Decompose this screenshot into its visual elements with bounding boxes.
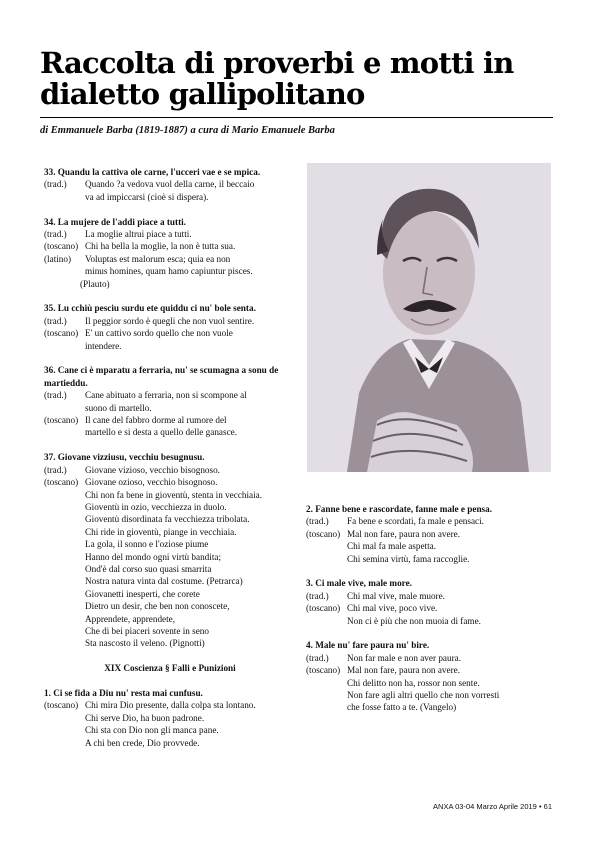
verse-line: Giovanetti inesperti, che corete xyxy=(85,588,200,599)
verse-line: Chi serve Dio, ha buon padrone. xyxy=(85,712,205,723)
page-footer: ANXA 03-04 Marzo Aprile 2019 • 61 xyxy=(433,802,552,811)
tag-label: (toscano) xyxy=(306,528,341,539)
translation-text: Giovane ozioso, vecchio bisognoso. xyxy=(85,477,218,488)
translation-text: Fa bene e scordati, fa male e pensaci. xyxy=(347,516,484,527)
verse-line: Dietro un desir, che ben non conoscete, xyxy=(85,601,230,612)
translation-text: minus homines, quam hamo capiuntur pisces. xyxy=(85,266,253,277)
tag-label: (trad.) xyxy=(44,179,67,190)
proverb-36 xyxy=(44,364,296,438)
proverb-heading: 33. Quandu la cattiva ole carne, l'ucceri vae e se mpica. xyxy=(44,167,261,177)
translation-row xyxy=(44,315,296,327)
verse-line: Chi non fa bene in gioventù, stenta in vecchiaia. xyxy=(85,489,263,500)
proverb-4 xyxy=(306,639,556,713)
verse-line: Apprendete, apprendete, xyxy=(85,613,176,624)
title-rule xyxy=(40,117,553,118)
tag-label: (toscano) xyxy=(44,700,79,711)
translation-text: Il peggior sordo è quegli che non vuol sentire. xyxy=(85,315,255,326)
translation-text: suono di martello. xyxy=(85,402,152,413)
tag-label: (trad.) xyxy=(44,315,67,326)
right-column xyxy=(306,503,556,726)
proverb-2 xyxy=(306,503,556,565)
translation-text: Chi mal vive, poco vive. xyxy=(347,603,438,614)
proverb-34 xyxy=(44,216,296,290)
translation-text: La moglie altrui piace a tutti. xyxy=(85,229,192,240)
proverb-heading: 4. Male nu' fare paura nu' bire. xyxy=(306,640,430,651)
translation-row xyxy=(306,602,556,614)
proverb-heading: 2. Fanne bene e rascordate, fanne male e pensa. xyxy=(306,504,493,514)
translation-row xyxy=(306,528,556,540)
verse-line: Sta nascosto il veleno. (Pignotti) xyxy=(85,638,205,649)
verse-line: Gioventù in ozio, vecchiezza in duolo. xyxy=(85,501,227,512)
proverb-35 xyxy=(44,302,296,352)
tag-label: (toscano) xyxy=(44,328,79,339)
tag-label: (trad.) xyxy=(44,390,67,401)
left-column xyxy=(44,166,296,761)
article-title: Raccolta di proverbi e motti in dialetto gallipolitano xyxy=(40,46,514,111)
translation-row xyxy=(44,240,296,252)
translation-text: Quando ?a vedova vuol della carne, il beccaio xyxy=(85,179,255,190)
translation-row xyxy=(44,699,296,711)
proverb-37 xyxy=(44,451,296,650)
verse-line: Chi ride in gioventù, piange in vecchiaia. xyxy=(85,526,237,537)
translation-text: Chi mira Dio presente, dalla colpa sta lontano. xyxy=(85,700,256,711)
translation-text: Chi ha bella la moglie, la non è tutta sua. xyxy=(85,241,236,252)
verse-line: Chi delitto non ha, rossor non sente. xyxy=(347,677,480,688)
tag-label: (trad.) xyxy=(44,464,67,475)
translation-text: Chi mal vive, male muore. xyxy=(347,590,445,601)
tag-label: (toscano) xyxy=(44,477,79,488)
tag-label: (toscano) xyxy=(44,241,79,252)
translation-row xyxy=(44,178,296,190)
proverb-3 xyxy=(306,577,556,627)
proverb-heading: 1. Ci se fida a Diu nu' resta mai cunfusu. xyxy=(44,687,203,698)
tag-label: (latino) xyxy=(44,253,72,264)
tag-label: (toscano) xyxy=(306,665,341,676)
translation-text: Voluptas est malorum esca; quia ea non xyxy=(85,253,231,264)
tag-label: (toscano) xyxy=(306,603,341,614)
tag-label: (trad.) xyxy=(306,516,329,527)
translation-row xyxy=(44,464,296,476)
verse-line: Non fare agli altri quello che non vorresti xyxy=(347,690,500,701)
verse-line: A chi ben crede, Dio provvede. xyxy=(85,737,200,748)
tag-label: (toscano) xyxy=(44,415,79,426)
section-heading: XIX Coscienza § Falli e Punizioni xyxy=(104,663,236,674)
verse-line: Gioventù disordinata fa vecchiezza tribolata. xyxy=(85,514,250,525)
translation-text: Cane abituato a ferraria, non si scompone al xyxy=(85,390,247,401)
proverb-heading: 37. Giovane vizziusu, vecchiu besugnusu. xyxy=(44,452,205,463)
tag-label: (trad.) xyxy=(44,229,67,240)
verse-line: Non ci è più che non muoia di fame. xyxy=(347,615,481,626)
verse-line: Ond'è dal corso suo quasi smarrita xyxy=(85,563,212,574)
translation-row xyxy=(44,414,296,426)
verse-line: La gola, il sonno e l'oziose piume xyxy=(85,539,209,550)
translation-row xyxy=(306,652,556,664)
translation-text: intendere. xyxy=(85,340,122,351)
translation-text: Non far male e non aver paura. xyxy=(347,652,462,663)
portrait-illustration xyxy=(307,163,551,472)
proverb-heading: 36. Cane ci è mparatu a ferraria, nu' se scumagna a sonu de martieddu. xyxy=(44,365,279,388)
proverb-33 xyxy=(44,166,296,203)
verse-line: Chi sta con Dio non gli manca pane. xyxy=(85,725,219,736)
proverb-heading: 3. Ci male vive, male more. xyxy=(306,578,412,589)
translation-row xyxy=(306,590,556,602)
translation-text: Giovane vizioso, vecchio bisognoso. xyxy=(85,464,220,475)
translation-text: Mal non fare, paura non avere. xyxy=(347,528,461,539)
verse-line: Che di bei piaceri sovente in seno xyxy=(85,625,209,636)
translation-row xyxy=(44,476,296,488)
translation-row xyxy=(306,515,556,527)
tag-label: (trad.) xyxy=(306,652,329,663)
translation-row xyxy=(44,327,296,339)
portrait-sketch xyxy=(307,163,551,472)
translation-text: (Plauto) xyxy=(80,278,110,289)
translation-row xyxy=(44,228,296,240)
proverb-1 xyxy=(44,687,296,749)
verse-line: Nostra natura vinta dal costume. (Petrarca) xyxy=(85,576,243,587)
translation-row xyxy=(44,389,296,401)
verse-line: Chi semina virtù, fama raccoglie. xyxy=(347,553,470,564)
translation-text: martello e si desta a quello delle ganasce. xyxy=(85,427,238,438)
translation-text: va ad impiccarsi (cioè si dispera). xyxy=(85,191,209,202)
translation-text: E' un cattivo sordo quello che non vuole xyxy=(85,328,233,339)
translation-text: Mal non fare, paura non avere. xyxy=(347,665,461,676)
translation-row xyxy=(306,664,556,676)
verse-line: Chi mal fa male aspetta. xyxy=(347,541,437,552)
article-byline: di Emmanuele Barba (1819-1887) a cura di Mario Emanuele Barba xyxy=(40,125,335,136)
proverb-heading: 34. La mujere de l'addi piace a tutti. xyxy=(44,216,186,227)
translation-text: Il cane del fabbro dorme al rumore del xyxy=(85,415,227,426)
verse-line: Hanno del mondo ogni virtù bandita; xyxy=(85,551,222,562)
proverb-heading: 35. Lu cchiù pesciu surdu ete quiddu ci nu' bole senta. xyxy=(44,303,256,314)
translation-row xyxy=(44,253,296,265)
verse-line: che fosse fatto a te. (Vangelo) xyxy=(347,702,457,713)
tag-label: (trad.) xyxy=(306,590,329,601)
